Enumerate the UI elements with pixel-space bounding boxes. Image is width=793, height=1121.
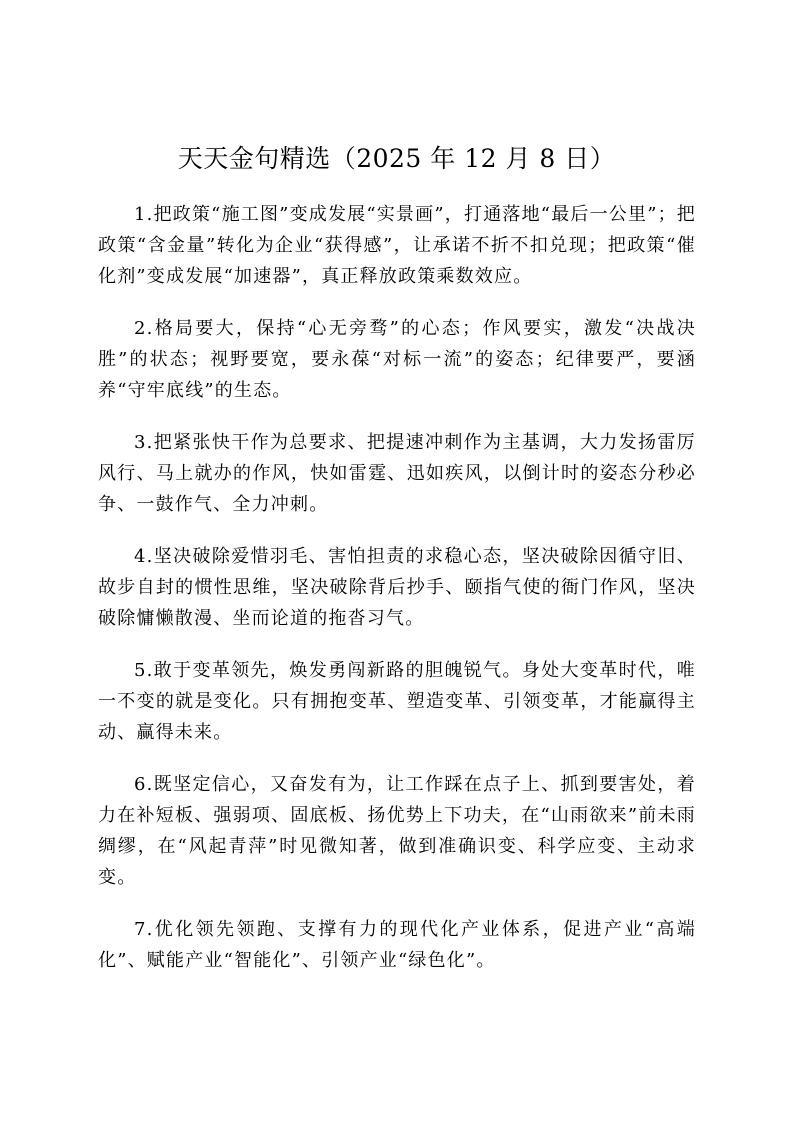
quote-paragraph-1: 1.把政策“施工图”变成发展“实景画”，打通落地“最后一公里”；把政策“含金量”转化为企业“获得感”，让承诺不折不扣兑现；把政策“催化剂”变成发展“加速器”，真正释放政策乘数效应。 bbox=[98, 204, 696, 287]
quote-paragraph-2: 2.格局要大，保持“心无旁骛”的心态；作风要实，激发“决战决胜”的状态；视野要宽，要永葆“对标一流”的姿态；纪律要严，要涵养“守牢底线”的生态。 bbox=[98, 318, 696, 401]
quote-paragraph-3: 3.把紧张快干作为总要求、把提速冲刺作为主基调，大力发扬雷厉风行、马上就办的作风，快如雷霆、迅如疾风，以倒计时的姿态分秒必争、一鼓作气、全力冲刺。 bbox=[98, 432, 696, 515]
quote-list bbox=[98, 199, 696, 997]
quote-paragraph-4: 4.坚决破除爱惜羽毛、害怕担责的求稳心态，坚决破除因循守旧、故步自封的惯性思维，坚决破除背后抄手、颐指气使的衙门作风，坚决破除慵懒散漫、坐而论道的拖沓习气。 bbox=[98, 546, 696, 629]
quote-paragraph-5: 5.敢于变革领先，焕发勇闯新路的胆魄锐气。身处大变革时代，唯一不变的就是变化。只有拥抱变革、塑造变革、引领变革，才能赢得主动、赢得未来。 bbox=[98, 660, 696, 743]
quote-paragraph-7: 7.优化领先领跑、支撑有力的现代化产业体系，促进产业“高端化”、赋能产业“智能化”、引领产业“绿色化”。 bbox=[98, 919, 696, 971]
quote-paragraph-6: 6.既坚定信心，又奋发有为，让工作踩在点子上、抓到要害处，着力在补短板、强弱项、固底板、扬优势上下功夫，在“山雨欲来”前未雨绸缪，在“风起青萍”时见微知著，做到准确识变、科学应变、主动求变。 bbox=[98, 774, 696, 888]
page-title: 天天金句精选（2025 年 12 月 8 日） bbox=[177, 144, 616, 173]
